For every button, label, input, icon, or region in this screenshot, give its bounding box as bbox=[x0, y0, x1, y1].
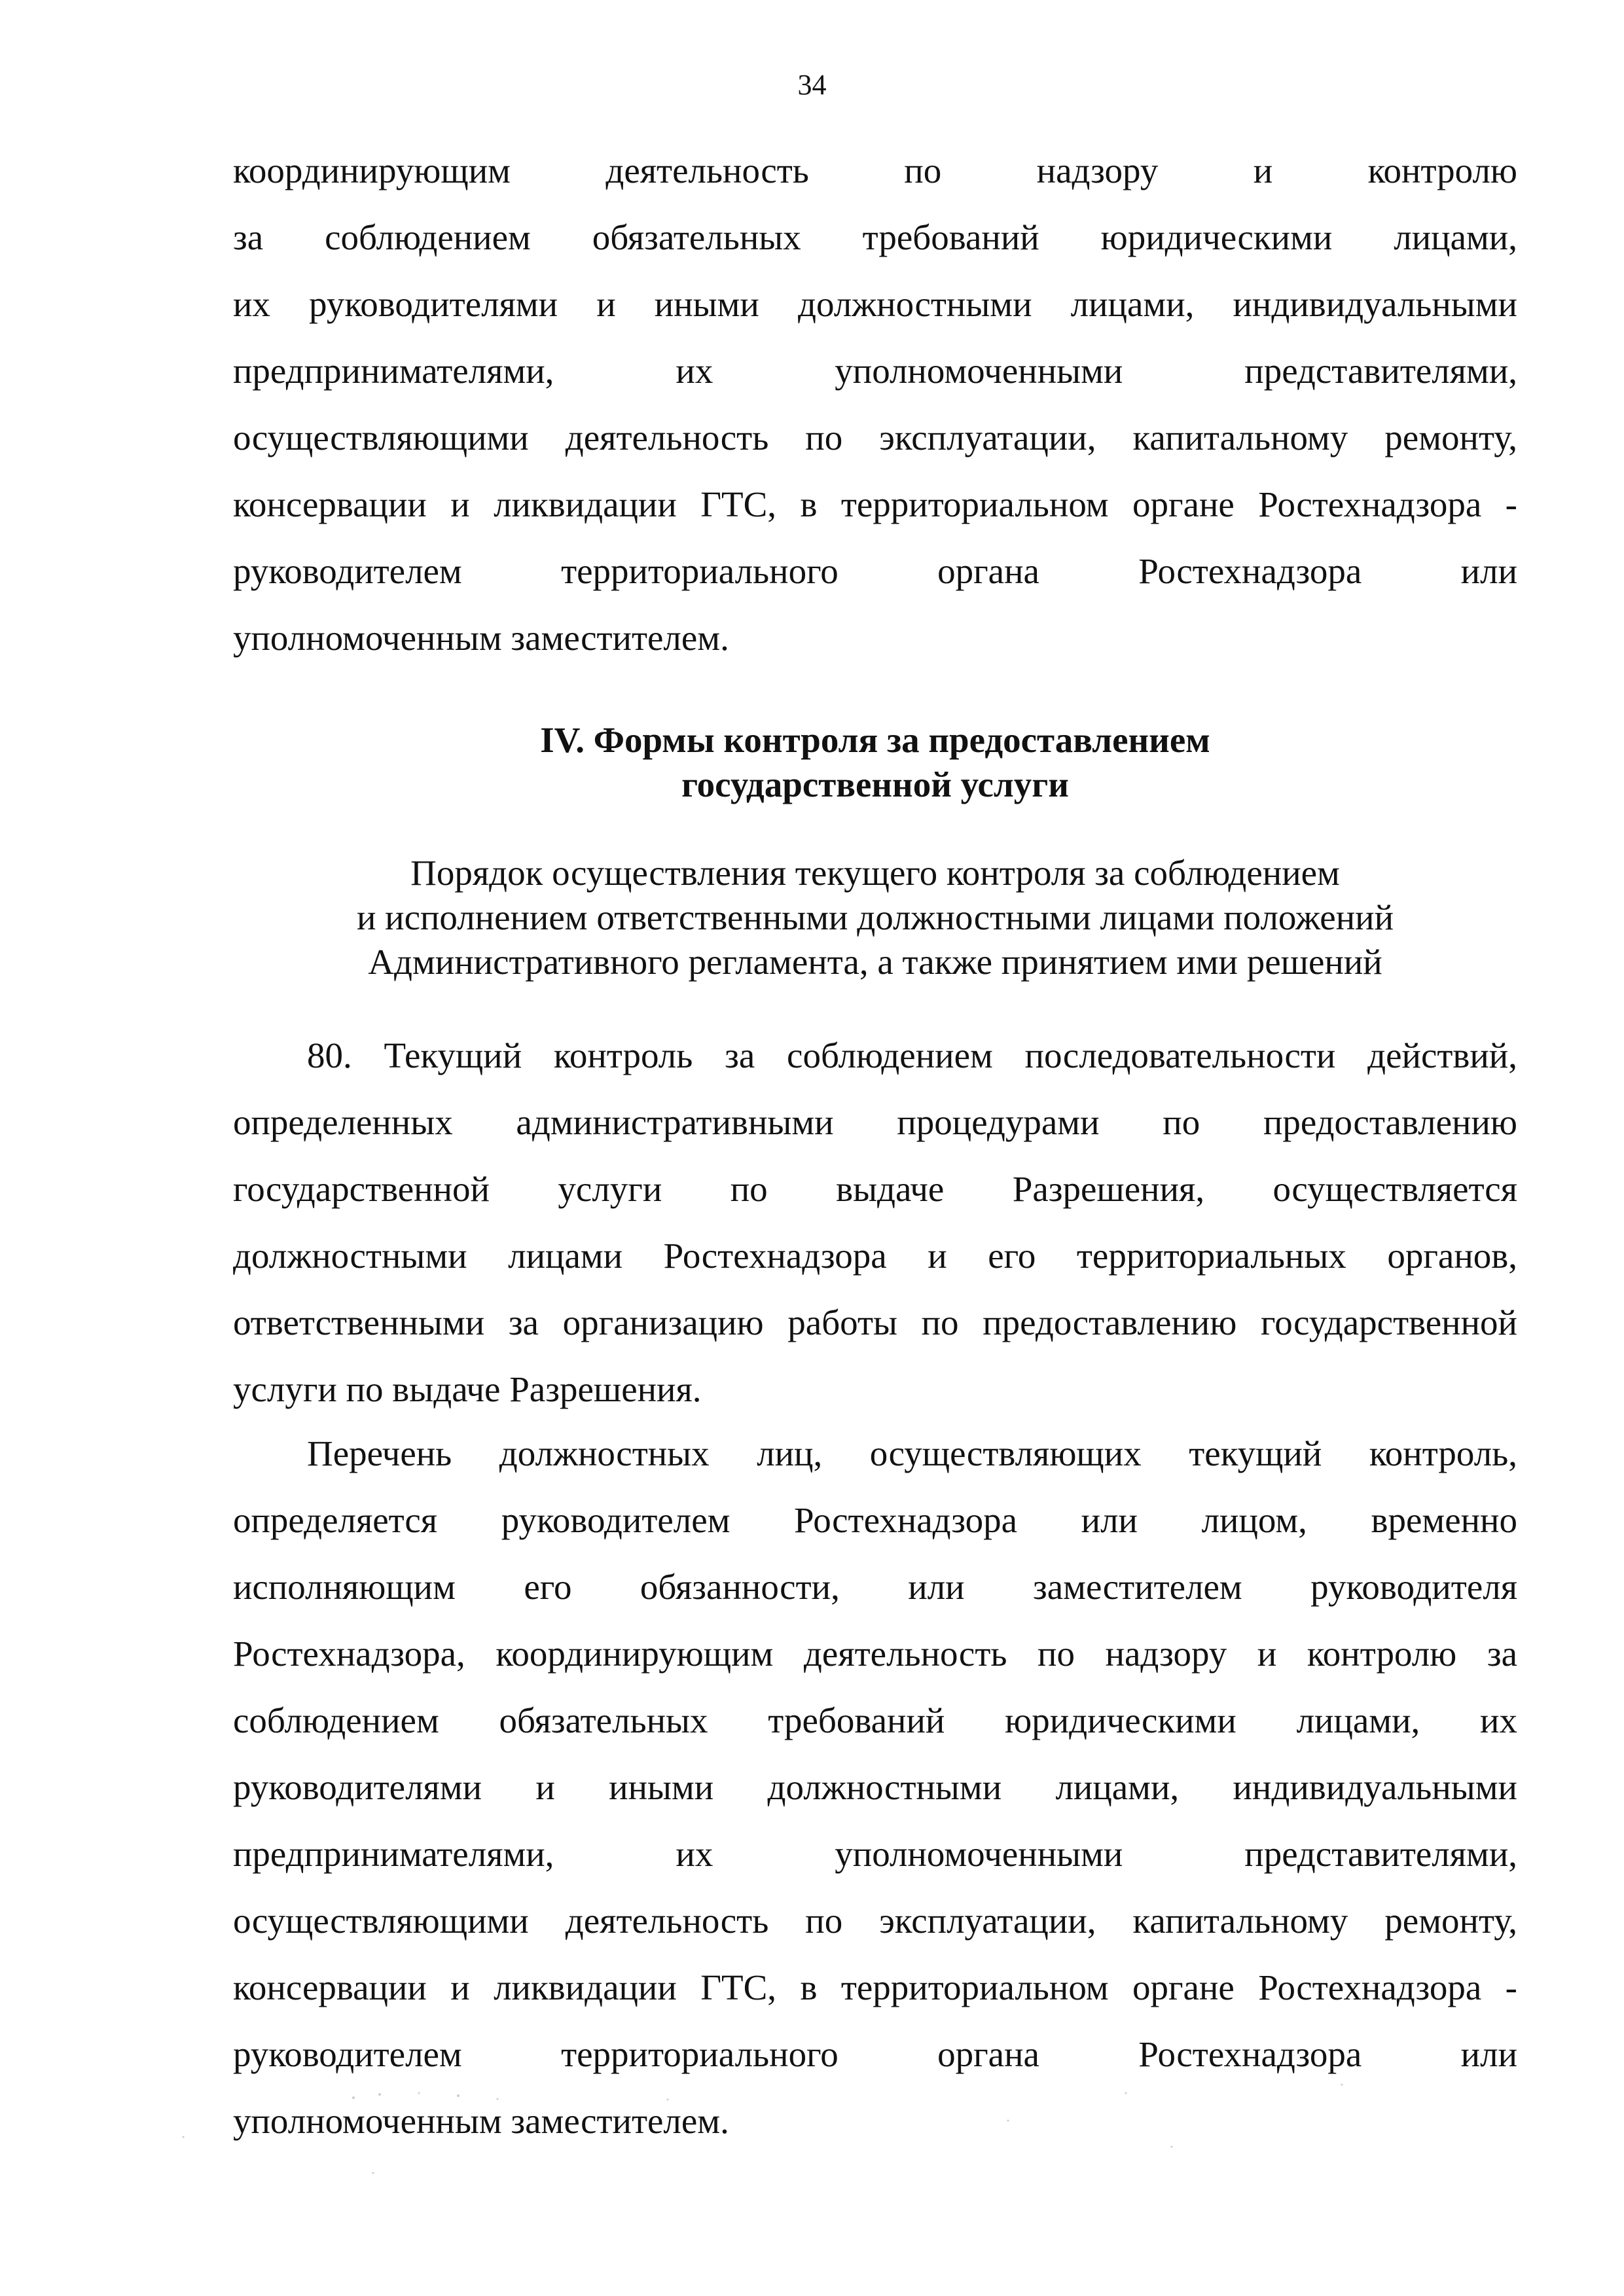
text-line: должностными лицами Ростехнадзора и его территориальных органов, bbox=[233, 1236, 1517, 1276]
text-line: исполняющим его обязанности, или заместителем руководителя bbox=[233, 1567, 1517, 1607]
text-line: Перечень должностных лиц, осуществляющих текущий контроль, bbox=[307, 1433, 1517, 1473]
section-heading bbox=[233, 718, 1517, 807]
text-line: соблюдением обязательных требований юридическими лицами, их bbox=[233, 1700, 1517, 1740]
sub-heading-line: Порядок осуществления текущего контроля за соблюдением bbox=[410, 853, 1340, 893]
sub-heading bbox=[233, 851, 1517, 984]
text-line: услуги по выдаче Разрешения. bbox=[233, 1369, 702, 1409]
text-line: руководителями и иными должностными лицами, индивидуальными bbox=[233, 1767, 1517, 1807]
text-line: Ростехнадзора, координирующим деятельность по надзору и контролю за bbox=[233, 1634, 1517, 1674]
text-line: предпринимателями, их уполномоченными представителями, bbox=[233, 351, 1517, 391]
text-line: уполномоченным заместителем. bbox=[233, 618, 729, 658]
text-line: руководителем территориального органа Ростехнадзора или bbox=[233, 2034, 1517, 2074]
paragraph-continuation bbox=[233, 137, 1517, 672]
text-line: их руководителями и иными должностными лицами, индивидуальными bbox=[233, 284, 1517, 324]
sub-heading-line: и исполнением ответственными должностными лицами положений bbox=[356, 897, 1394, 937]
paragraph-80 bbox=[233, 1022, 1517, 1423]
text-line: координирующим деятельность по надзору и контролю bbox=[233, 151, 1517, 190]
sub-heading-line: Административного регламента, а также принятием ими решений bbox=[368, 942, 1382, 982]
text-line: консервации и ликвидации ГТС, в территориальном органе Ростехнадзора - bbox=[233, 1967, 1517, 2007]
text-line: осуществляющими деятельность по эксплуатации, капитальному ремонту, bbox=[233, 1901, 1517, 1941]
page-number: 34 bbox=[797, 69, 827, 101]
text-line: руководителем территориального органа Ростехнадзора или bbox=[233, 551, 1517, 591]
text-line: государственной услуги по выдаче Разрешения, осуществляется bbox=[233, 1169, 1517, 1209]
paragraph-officials-list bbox=[233, 1420, 1517, 2155]
text-line: за соблюдением обязательных требований юридическими лицами, bbox=[233, 217, 1517, 257]
text-line: определяется руководителем Ростехнадзора или лицом, временно bbox=[233, 1500, 1517, 1540]
text-line: ответственными за организацию работы по предоставлению государственной bbox=[233, 1302, 1517, 1342]
text-line: 80. Текущий контроль за соблюдением последовательности действий, bbox=[307, 1035, 1517, 1075]
text-line: уполномоченным заместителем. bbox=[233, 2101, 729, 2141]
text-line: предпринимателями, их уполномоченными представителями, bbox=[233, 1834, 1517, 1874]
section-heading-line: IV. Формы контроля за предоставлением bbox=[540, 720, 1210, 760]
text-line: консервации и ликвидации ГТС, в территориальном органе Ростехнадзора - bbox=[233, 484, 1517, 524]
section-heading-line: государственной услуги bbox=[681, 764, 1069, 804]
text-line: определенных административными процедурами по предоставлению bbox=[233, 1102, 1517, 1142]
text-line: осуществляющими деятельность по эксплуатации, капитальному ремонту, bbox=[233, 418, 1517, 457]
